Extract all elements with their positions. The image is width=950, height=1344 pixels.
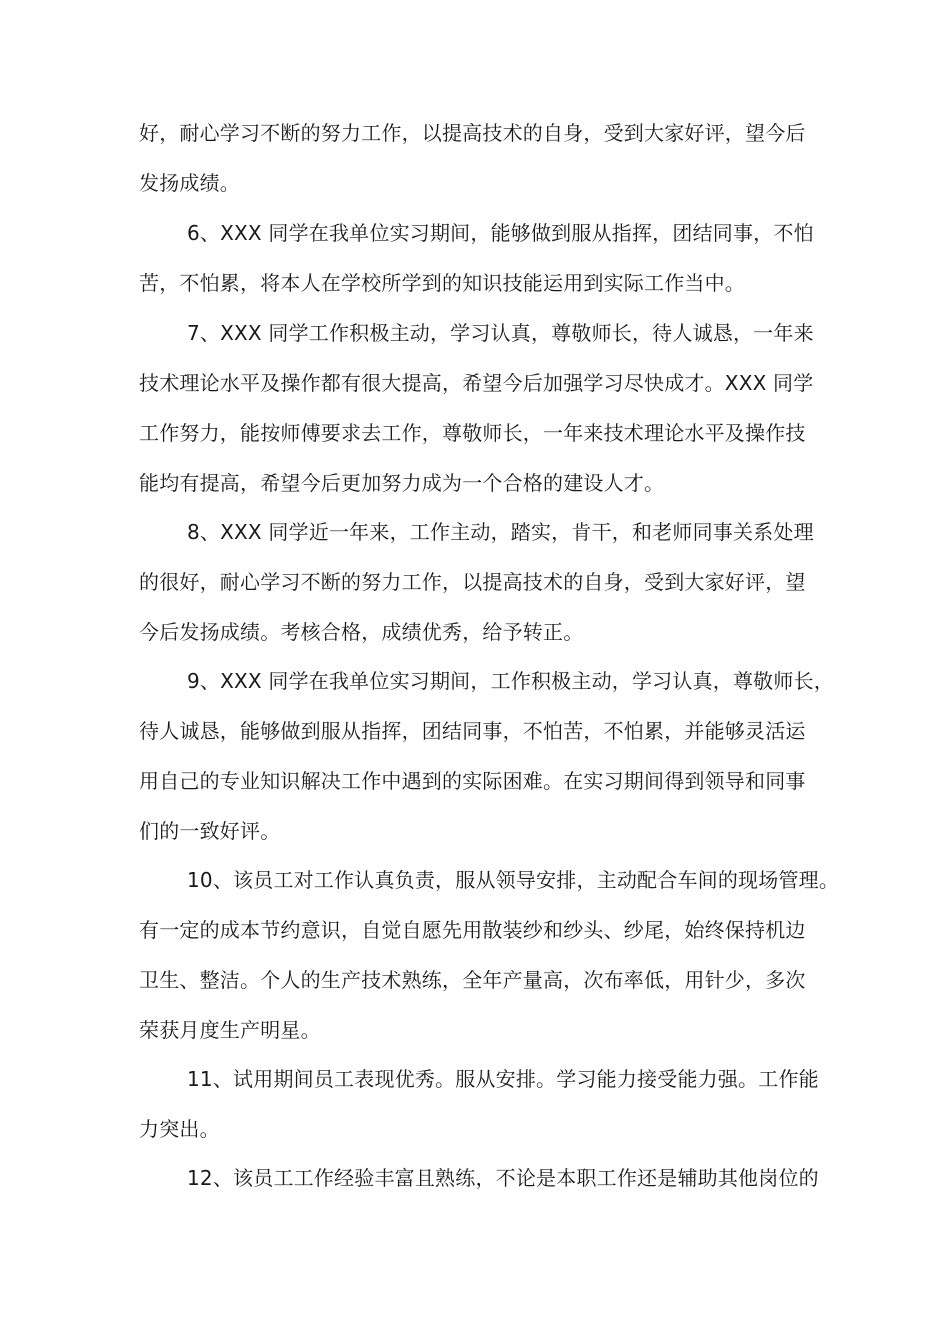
text-line: 今后发扬成绩。考核合格，成绩优秀，给予转正。	[139, 620, 584, 644]
text-line: 用自己的专业知识解决工作中遇到的实际困难。在实习期间得到领导和同事	[139, 769, 806, 793]
text-line: 能均有提高，希望今后更加努力成为一个合格的建设人才。	[139, 471, 665, 495]
text-line: 工作努力，能按师傅要求去工作，尊敬师长，一年来技术理论水平及操作技	[139, 421, 806, 445]
text-line: 卫生、整洁。个人的生产技术熟练，全年产量高，次布率低，用针少，多次	[139, 968, 806, 992]
text-line: 的很好，耐心学习不断的努力工作，以提高技术的自身，受到大家好评，望	[139, 570, 806, 594]
text-line: 12、该员工工作经验丰富且熟练，不论是本职工作还是辅助其他岗位的	[187, 1166, 819, 1190]
text-line: 6、XXX 同学在我单位实习期间，能够做到服从指挥，团结同事，不怕	[187, 221, 814, 245]
text-line: 有一定的成本节约意识，自觉自愿先用散装纱和纱头、纱尾，始终保持机边	[139, 918, 806, 942]
text-line: 好，耐心学习不断的努力工作，以提高技术的自身，受到大家好评，望今后	[139, 121, 806, 145]
text-line: 力突出。	[139, 1117, 220, 1141]
text-line: 9、XXX 同学在我单位实习期间，工作积极主动，学习认真，尊敬师长，	[187, 669, 834, 693]
text-line: 荣获月度生产明星。	[139, 1018, 321, 1042]
text-line: 待人诚恳，能够做到服从指挥，团结同事，不怕苦，不怕累，并能够灵活运	[139, 719, 806, 743]
text-line: 10、该员工对工作认真负责，服从领导安排，主动配合车间的现场管理。	[187, 868, 840, 892]
text-line: 11、试用期间员工表现优秀。服从安排。学习能力接受能力强。工作能	[187, 1067, 819, 1091]
text-line: 技术理论水平及操作都有很大提高，希望今后加强学习尽快成才。XXX 同学	[139, 371, 814, 395]
text-line: 7、XXX 同学工作积极主动，学习认真，尊敬师长，待人诚恳，一年来	[187, 321, 814, 345]
text-line: 8、XXX 同学近一年来，工作主动，踏实，肯干，和老师同事关系处理	[187, 520, 814, 544]
text-line: 们的一致好评。	[139, 819, 281, 843]
text-line: 发扬成绩。	[139, 171, 240, 195]
text-line: 苦，不怕累，将本人在学校所学到的知识技能运用到实际工作当中。	[139, 271, 745, 295]
